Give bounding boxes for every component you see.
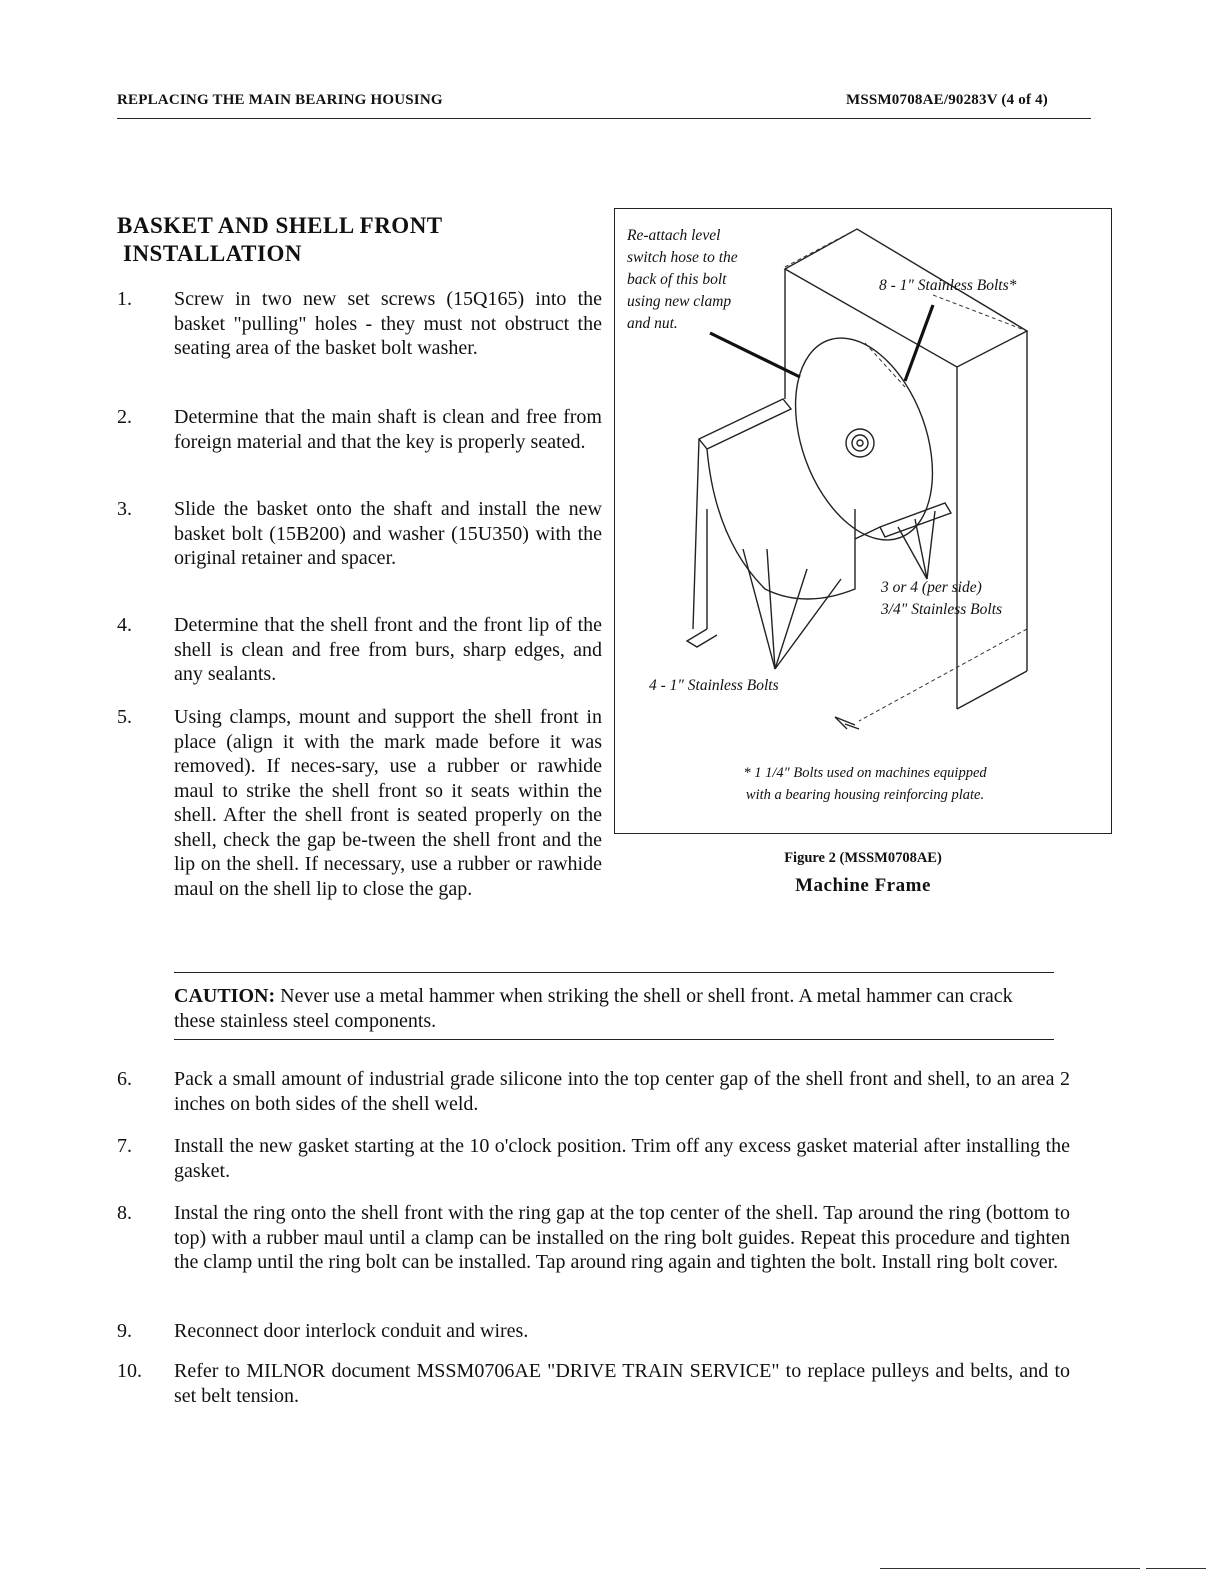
header-doc-ref: MSSM0708AE/90283V (4 of 4) [846,92,1049,108]
caution-label: CAUTION: [174,985,276,1007]
header-rule [117,118,1091,119]
label-side-bolts-line1: 3 or 4 (per side) [881,579,982,596]
section-title [117,212,587,268]
step-number: 6. [117,1068,132,1090]
label-reattach-line1: Re-attach level [627,227,721,244]
step-text: Refer to MILNOR document MSSM0706AE "DRIVE TRAIN SERVICE" to replace pulleys and belts, and to set belt tension. [174,1360,1070,1407]
section-title-line1: BASKET AND SHELL FRONT [117,213,443,238]
caution-note [174,984,1054,1034]
figure-caption-number: Figure 2 (MSSM0708AE) [784,850,942,866]
label-side-bolts-line2: 3/4" Stainless Bolts [881,601,1003,618]
step-number: 10. [117,1360,142,1382]
figure-caption-title: Machine Frame [795,875,931,896]
footer-rule [880,1568,1140,1569]
section-title-line2: INSTALLATION [123,241,302,266]
label-reattach-line5: and nut. [627,315,678,332]
figure-footnote-line1: * 1 1/4" Bolts used on machines equipped [743,765,987,781]
header-title: REPLACING THE MAIN BEARING HOUSING [117,92,443,108]
step-text: Determine that the main shaft is clean and free from foreign material and that the key is properly seated. [174,406,602,453]
step-text: Pack a small amount of industrial grade silicone into the top center gap of the shell front and shell, to an area 2 inches on both sides of the shell weld. [174,1068,1070,1115]
step-text: Slide the basket onto the shaft and install the new basket bolt (15B200) and washer (15U350) with the original retainer and spacer. [174,498,602,569]
step-number: 1. [117,288,132,310]
step-number: 9. [117,1320,132,1342]
step-text: Reconnect door interlock conduit and wires. [174,1320,529,1342]
label-bottom-bolts: 4 - 1" Stainless Bolts [649,677,779,694]
step-number: 4. [117,614,132,636]
caution-top-rule [174,972,1054,973]
label-reattach-line4: using new clamp [627,293,732,310]
step-number: 3. [117,498,132,520]
step-text: Determine that the shell front and the front lip of the shell is clean and free from burs, sharp edges, and any sealants. [174,614,602,685]
caution-bottom-rule [174,1039,1054,1040]
label-reattach-line2: switch hose to the [627,249,738,266]
step-number: 7. [117,1135,132,1157]
step-text: Install the new gasket starting at the 10 o'clock position. Trim off any excess gasket material after installing the gasket. [174,1135,1070,1182]
figure-machine-frame [614,208,1112,834]
label-top-bolts: 8 - 1" Stainless Bolts* [879,277,1017,294]
step-text: Instal the ring onto the shell front with the ring gap at the top center of the shell. Tap around the ring (bottom to top) with a rubber maul until a clamp can be installed on the ring bolt guides. Repeat this procedure and tighten the clamp until the ring bolt can be installed. Tap around ring again and tighten the bolt. Install ring bolt cover. [174,1202,1070,1273]
figure-footnote-line2: with a bearing housing reinforcing plate. [745,787,985,803]
caution-text: Never use a metal hammer when striking the shell or shell front. A metal hammer can crack these stainless steel components. [174,985,1013,1032]
step-number: 8. [117,1202,132,1224]
step-number: 5. [117,706,132,728]
step-number: 2. [117,406,132,428]
step-text: Screw in two new set screws (15Q165) into the basket "pulling" holes - they must not obstruct the seating area of the basket bolt washer. [174,288,602,359]
step-text: Using clamps, mount and support the shell front in place (align it with the mark made before it was removed). If neces-sary, use a rubber or rawhide maul to strike the shell front so it seats within the shell. After the shell front is seated properly on the shell, check the gap be-tween the shell front and the lip on the shell. If necessary, use a rubber or rawhide maul on the shell lip to close the gap. [174,706,602,900]
label-reattach-line3: back of this bolt [627,271,727,288]
footer-rule-end [1146,1568,1206,1569]
